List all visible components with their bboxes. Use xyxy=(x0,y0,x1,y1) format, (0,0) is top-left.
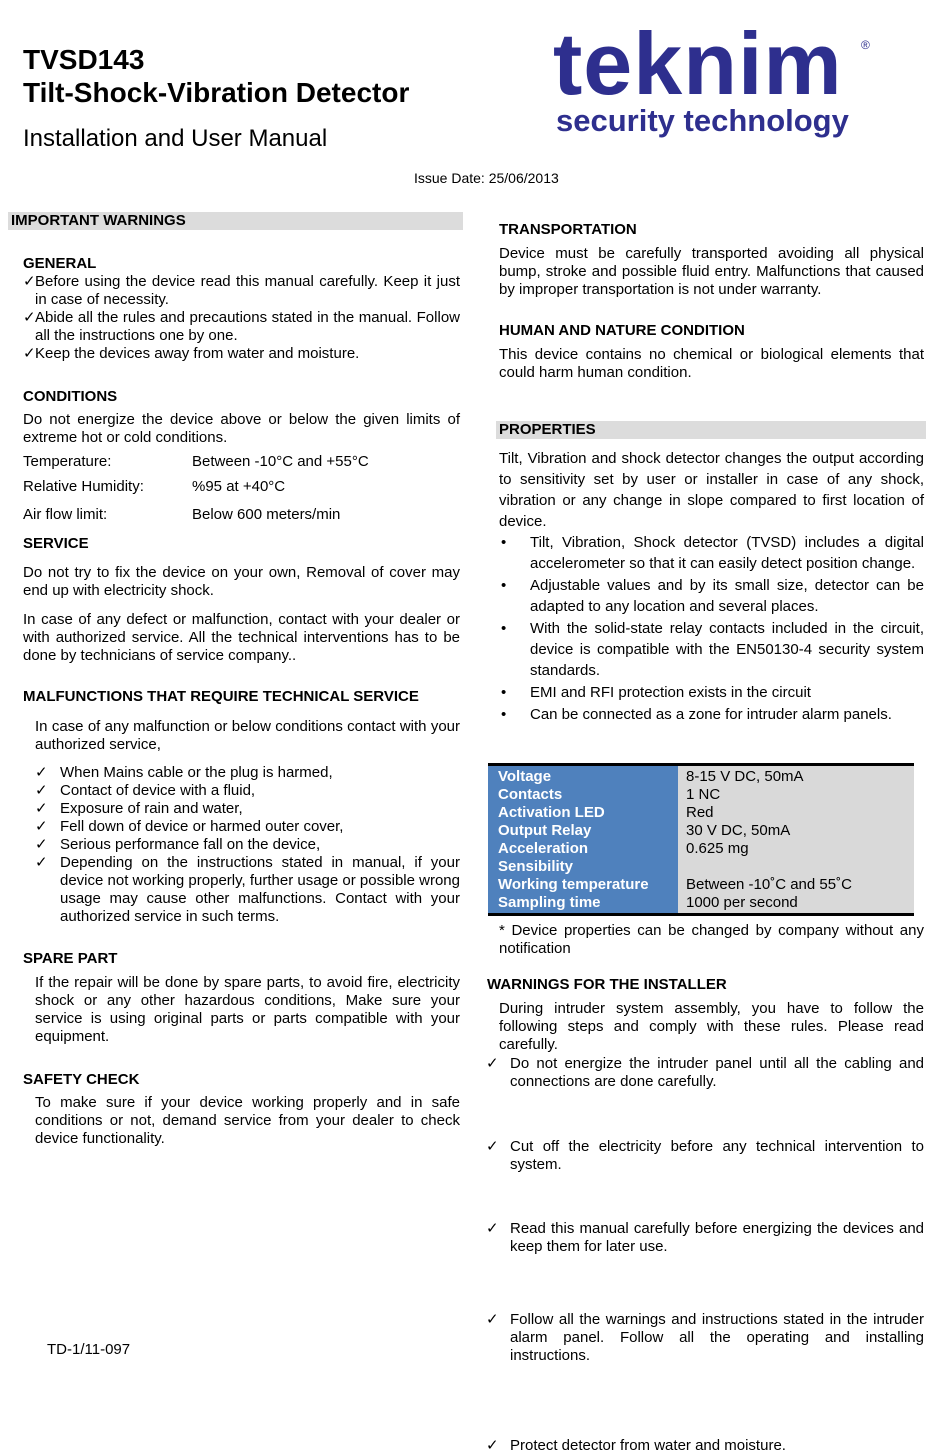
list-item: ✓ Exposure of rain and water, xyxy=(35,800,243,817)
checkmark-icon: ✓ xyxy=(35,854,48,871)
transportation-text: Device must be carefully transported avoiding all physical bump, stroke and possible fluid entry. Malfunctions that caused by improper transportation is not under warranty. xyxy=(499,245,924,298)
checkmark-icon: ✓ xyxy=(35,782,48,799)
spec-value: Between -10˚C and 55˚C xyxy=(686,876,852,893)
list-item: ✓ Abide all the rules and precautions stated in the manual. Follow all the instructions one by one. xyxy=(23,309,460,344)
model-number: TVSD143 xyxy=(23,44,145,75)
spec-label: Output Relay xyxy=(498,822,592,839)
installer-warnings-heading: WARNINGS FOR THE INSTALLER xyxy=(487,976,727,993)
bullet-icon: • xyxy=(501,534,507,551)
properties-note: * Device properties can be changed by company without any notification xyxy=(499,922,924,957)
spec-value: Red xyxy=(686,804,714,821)
human-nature-text: This device contains no chemical or biological elements that could harm human condition. xyxy=(499,346,924,381)
list-item: • Adjustable values and by its small size, detector can be adapted to any location and several places. xyxy=(501,577,924,615)
spec-value: 0.625 mg xyxy=(686,840,749,857)
list-item: ✓ Fell down of device or harmed outer cover, xyxy=(35,818,344,835)
list-item: • Tilt, Vibration, Shock detector (TVSD) includes a digital accelerometer so that it can easily detect position change. xyxy=(501,534,924,572)
bullet-icon: • xyxy=(501,706,507,723)
important-warnings-bar: IMPORTANT WARNINGS xyxy=(8,212,463,230)
list-item: ✓ Keep the devices away from water and moisture. xyxy=(23,345,360,362)
installer-item: ✓ Do not energize the intruder panel until all the cabling and connections are done carefully. xyxy=(486,1055,924,1090)
safety-check-text: To make sure if your device working properly and in safe conditions or not, demand service from your dealer to check device functionality. xyxy=(35,1094,460,1147)
spec-value: 30 V DC, 50mA xyxy=(686,822,791,839)
checkmark-icon: ✓ xyxy=(486,1437,499,1454)
installer-item: ✓ Follow all the warnings and instructions stated in the intruder alarm panel. Follow all the operating and installing instructions. xyxy=(486,1311,924,1364)
installer-item: ✓ Cut off the electricity before any technical intervention to system. xyxy=(486,1138,924,1173)
spec-value xyxy=(686,858,914,876)
checkmark-icon: ✓ xyxy=(486,1311,499,1328)
spec-label: Sampling time xyxy=(498,894,601,911)
checkmark-icon: ✓ xyxy=(23,273,36,290)
condition-row: Air flow limit: Below 600 meters/min xyxy=(23,506,341,523)
list-item: ✓ Serious performance fall on the device, xyxy=(35,836,321,853)
condition-row: Relative Humidity: %95 at +40°C xyxy=(23,478,286,495)
spec-label-column xyxy=(488,766,678,913)
teknim-logo xyxy=(553,14,883,140)
conditions-heading: CONDITIONS xyxy=(23,388,118,405)
general-heading: GENERAL xyxy=(23,255,97,272)
list-item: ✓ Contact of device with a fluid, xyxy=(35,782,256,799)
checkmark-icon: ✓ xyxy=(23,309,36,326)
installer-item: ✓ Protect detector from water and moisture. xyxy=(486,1437,786,1454)
general-list xyxy=(23,273,460,363)
registered-mark: ® xyxy=(861,38,870,52)
spec-label: Working temperature xyxy=(498,876,649,893)
spec-label: Acceleration xyxy=(498,840,589,857)
spec-value: 1000 per second xyxy=(686,894,798,911)
checkmark-icon: ✓ xyxy=(23,345,36,362)
spec-label: Contacts xyxy=(498,786,563,803)
checkmark-icon: ✓ xyxy=(35,800,48,817)
logo-tagline: security technology xyxy=(556,103,849,138)
bullet-icon: • xyxy=(501,684,507,701)
manual-subtitle: Installation and User Manual xyxy=(23,125,328,152)
specifications-table xyxy=(488,763,914,916)
checkmark-icon: ✓ xyxy=(486,1138,499,1155)
checkmark-icon: ✓ xyxy=(35,836,48,853)
malfunctions-heading: MALFUNCTIONS THAT REQUIRE TECHNICAL SERVICE xyxy=(23,688,419,705)
spare-part-text: If the repair will be done by spare parts, to avoid fire, electricity shock or any other hazardous conditions, Make sure your service is using original parts or parts compatible with your equipment. xyxy=(35,974,460,1045)
checkmark-icon: ✓ xyxy=(35,764,48,781)
malfunctions-list xyxy=(35,764,460,926)
condition-row: Temperature: Between -10°C and +55°C xyxy=(23,453,369,470)
document-code: TD-1/11-097 xyxy=(47,1341,131,1358)
installer-item: ✓ Read this manual carefully before energizing the devices and keep them for later use. xyxy=(486,1220,924,1255)
malfunctions-intro: In case of any malfunction or below conditions contact with your authorized service, xyxy=(35,718,460,753)
service-heading: SERVICE xyxy=(23,535,89,552)
properties-list xyxy=(499,532,924,726)
properties-bar: PROPERTIES xyxy=(496,421,926,439)
bullet-icon: • xyxy=(501,620,507,637)
spec-value-column xyxy=(678,766,914,913)
issue-date: Issue Date: 25/06/2013 xyxy=(414,170,559,186)
list-item: ✓ When Mains cable or the plug is harmed, xyxy=(35,764,333,781)
list-item: • With the solid-state relay contacts included in the circuit, device is compatible with the EN50130-4 security system standards. xyxy=(501,620,924,679)
spec-label: Activation LED xyxy=(498,804,605,821)
list-item: • EMI and RFI protection exists in the circuit xyxy=(501,684,811,701)
conditions-intro: Do not energize the device above or below the given limits of extreme hot or cold conditions. xyxy=(23,411,460,446)
service-paragraph-1: Do not try to fix the device on your own, Removal of cover may end up with electricity shock. xyxy=(23,564,460,599)
properties-intro: Tilt, Vibration and shock detector changes the output according to sensitivity set by user or installer in case of any shock, vibration or any change in slope compared to first location of device. xyxy=(499,450,924,530)
list-item: ✓ Depending on the instructions stated in manual, if your device not working properly, further usage or possible wrong usage may cause other malfunctions. Contact with your authorized service in such terms. xyxy=(35,854,460,925)
list-item: ✓ Before using the device read this manual carefully. Keep it just in case of necessity. xyxy=(23,273,460,308)
installer-intro: During intruder system assembly, you have to follow the following steps and comply with these rules. Please read carefully. xyxy=(499,1000,924,1053)
transportation-heading: TRANSPORTATION xyxy=(499,221,637,238)
checkmark-icon: ✓ xyxy=(486,1220,499,1237)
service-paragraph-2: In case of any defect or malfunction, contact with your dealer or with authorized service. All the technical interventions has to be done by technicians of service company.. xyxy=(23,611,460,664)
spare-part-heading: SPARE PART xyxy=(23,950,118,967)
checkmark-icon: ✓ xyxy=(486,1055,499,1072)
spec-label: Sensibility xyxy=(498,858,574,875)
conditions-table xyxy=(23,453,460,531)
spec-label: Voltage xyxy=(498,768,552,785)
list-item: • Can be connected as a zone for intruder alarm panels. xyxy=(501,706,892,723)
human-nature-heading: HUMAN AND NATURE CONDITION xyxy=(499,322,745,339)
checkmark-icon: ✓ xyxy=(35,818,48,835)
spec-value: 8-15 V DC, 50mA xyxy=(686,768,804,785)
logo-brand: teknim xyxy=(553,14,843,113)
safety-check-heading: SAFETY CHECK xyxy=(23,1071,140,1088)
product-title: Tilt-Shock-Vibration Detector xyxy=(23,77,410,108)
spec-value: 1 NC xyxy=(686,786,721,803)
bullet-icon: • xyxy=(501,577,507,594)
